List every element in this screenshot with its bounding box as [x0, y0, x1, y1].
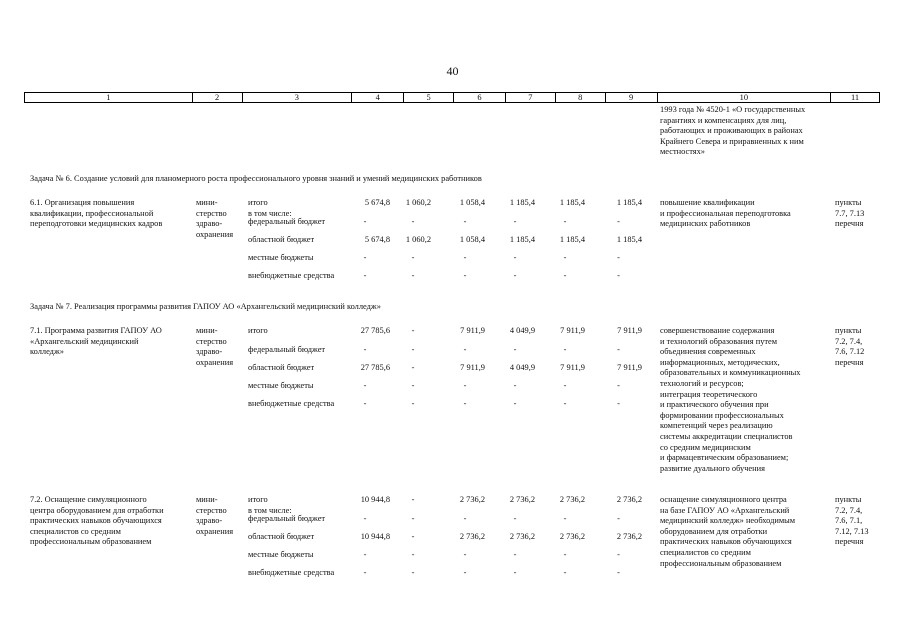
funding-value: -	[617, 550, 620, 559]
header-col-10: 10	[658, 93, 832, 102]
funding-value: -	[363, 253, 367, 262]
continuation-text: гарантиях и компенсациях для лиц,	[660, 115, 787, 125]
funding-value: 1 185,4	[509, 198, 535, 207]
expected-result: и практического обучения при	[660, 400, 769, 410]
measure-name: квалификации, профессиональной	[30, 208, 154, 218]
funding-value: 1 060,2	[405, 198, 431, 207]
funding-value: 2 736,2	[559, 495, 585, 504]
funding-value: -	[463, 568, 467, 577]
funding-value: -	[617, 345, 620, 354]
funding-value: -	[463, 550, 467, 559]
expected-result: и технологий образования путем	[660, 336, 778, 346]
measure-name: колледж»	[30, 347, 64, 357]
header-col-7: 7	[506, 93, 556, 102]
funding-value: 2 736,2	[616, 532, 642, 541]
funding-value: -	[617, 253, 620, 262]
funding-value: 27 785,6	[360, 363, 390, 372]
funding-value: 2 736,2	[509, 532, 535, 541]
funding-value: -	[617, 514, 620, 523]
expected-result: технологий и ресурсов;	[660, 379, 744, 388]
funding-value: -	[617, 381, 620, 390]
funding-value: -	[563, 514, 567, 523]
header-col-6: 6	[454, 93, 506, 102]
funding-value: -	[363, 514, 367, 523]
expected-result: оснащение симуляционного центра	[660, 495, 787, 504]
funding-value: -	[363, 217, 367, 226]
funding-value: -	[563, 381, 567, 390]
reference-points: перечня	[835, 357, 864, 367]
funding-value: -	[411, 363, 415, 372]
reference-points: пункты	[835, 495, 862, 504]
expected-result: и профессиональная переподготовка	[660, 208, 791, 218]
measure-name: 7.2. Оснащение симуляционного	[30, 495, 147, 504]
funding-value: -	[363, 271, 367, 280]
funding-value: -	[513, 550, 517, 559]
funding-source-label: внебюджетные средства	[248, 568, 335, 577]
funding-value: -	[617, 217, 620, 226]
funding-value: -	[363, 550, 367, 559]
funding-value: -	[563, 271, 567, 280]
funding-value: 5 674,8	[364, 235, 390, 244]
funding-value: 2 736,2	[559, 532, 585, 541]
funding-value: 1 058,4	[459, 235, 485, 244]
reference-points: 7.12, 7.13	[835, 526, 869, 536]
funding-value: 1 185,4	[559, 235, 585, 244]
funding-value: 2 736,2	[616, 495, 642, 504]
header-col-5: 5	[404, 93, 454, 102]
funding-value: 7 911,9	[617, 363, 642, 372]
executor-name: здраво-	[196, 516, 223, 526]
reference-points: перечня	[835, 219, 864, 229]
reference-points: пункты	[835, 198, 862, 207]
funding-value: -	[363, 381, 367, 390]
executor-name: стерство	[196, 336, 227, 346]
expected-result: медицинский колледж» необходимым	[660, 516, 796, 526]
expected-result: системы аккредитации специалистов	[660, 432, 793, 441]
reference-points: перечня	[835, 537, 864, 547]
funding-value: -	[411, 495, 415, 504]
funding-source-label: итого	[248, 495, 268, 504]
funding-value: -	[411, 532, 415, 541]
funding-value: -	[411, 514, 415, 523]
funding-source-label: в том числе:	[248, 208, 292, 218]
funding-value: 1 058,4	[459, 198, 485, 207]
funding-value: 5 674,8	[364, 198, 390, 207]
funding-value: -	[513, 381, 517, 390]
measure-name: «Архангельский медицинский	[30, 336, 139, 346]
executor-name: здраво-	[196, 219, 223, 229]
funding-value: 2 736,2	[459, 532, 485, 541]
funding-value: 7 911,9	[460, 326, 485, 335]
executor-name: мини-	[196, 326, 218, 335]
header-col-9: 9	[606, 93, 658, 102]
funding-value: -	[513, 217, 517, 226]
funding-value: -	[463, 514, 467, 523]
expected-result: практических навыков обучающихся	[660, 537, 792, 547]
funding-value: 1 185,4	[616, 198, 642, 207]
funding-value: -	[411, 326, 415, 335]
measure-name: практических навыков обучающихся	[30, 516, 162, 526]
header-col-1: 1	[25, 93, 193, 102]
task-title: Задача № 6. Создание условий для планомерного роста профессионального уровня знаний и умений медицинских работников	[30, 174, 482, 183]
page-number: 40	[446, 64, 459, 78]
funding-value: 7 911,9	[560, 326, 585, 335]
expected-result: формировании профессиональных	[660, 410, 784, 420]
continuation-text: местностях»	[660, 147, 705, 157]
funding-source-label: областной бюджет	[248, 532, 315, 541]
expected-result: повышение квалификации	[660, 198, 755, 207]
funding-value: -	[463, 399, 467, 408]
funding-value: -	[563, 399, 567, 408]
measure-name: 6.1. Организация повышения	[30, 198, 135, 207]
expected-result: интеграция теоретического	[660, 389, 758, 399]
funding-value: -	[411, 217, 415, 226]
funding-source-label: федеральный бюджет	[248, 514, 326, 523]
funding-value: 7 911,9	[617, 326, 642, 335]
expected-result: развитие дуального обучения	[660, 463, 765, 473]
funding-source-label: федеральный бюджет	[248, 345, 326, 354]
funding-value: -	[513, 345, 517, 354]
measure-name: профессиональным образованием	[30, 537, 152, 547]
funding-source-label: областной бюджет	[248, 363, 315, 372]
header-col-2: 2	[193, 93, 243, 102]
funding-value: 27 785,6	[360, 326, 390, 335]
header-col-3: 3	[243, 93, 353, 102]
expected-result: профессиональным образованием	[660, 558, 782, 568]
reference-points: 7.2, 7.4,	[835, 336, 863, 346]
funding-value: -	[463, 253, 467, 262]
funding-value: -	[513, 271, 517, 280]
header-col-4: 4	[352, 93, 404, 102]
funding-value: 1 060,2	[405, 235, 431, 244]
expected-result: совершенствование содержания	[660, 326, 775, 335]
funding-value: 10 944,8	[360, 532, 390, 541]
measure-name: переподготовки медицинских кадров	[30, 219, 163, 229]
funding-source-label: итого	[248, 326, 268, 335]
funding-value: 4 049,9	[509, 326, 535, 335]
executor-name: мини-	[196, 495, 218, 504]
funding-source-label: местные бюджеты	[248, 381, 314, 390]
funding-value: 7 911,9	[560, 363, 585, 372]
measure-name: специалистов со средним	[30, 526, 121, 536]
funding-value: -	[463, 345, 467, 354]
continuation-text: Крайнего Севера и приравненных к ним	[660, 136, 804, 146]
funding-value: -	[513, 399, 517, 408]
funding-value: -	[617, 568, 620, 577]
funding-value: -	[513, 253, 517, 262]
executor-name: охранения	[196, 526, 234, 536]
measure-name: центра оборудованием для отработки	[30, 505, 164, 515]
expected-result: медицинских работников	[660, 219, 751, 229]
funding-source-label: внебюджетные средства	[248, 399, 335, 408]
funding-value: -	[513, 568, 517, 577]
funding-value: -	[411, 271, 415, 280]
funding-value: -	[617, 399, 620, 408]
funding-value: -	[513, 514, 517, 523]
reference-points: пункты	[835, 326, 862, 335]
funding-value: -	[463, 217, 467, 226]
funding-source-label: федеральный бюджет	[248, 217, 326, 226]
executor-name: стерство	[196, 208, 227, 218]
funding-source-label: внебюджетные средства	[248, 271, 335, 280]
funding-value: 1 185,4	[509, 235, 535, 244]
header-col-8: 8	[556, 93, 606, 102]
executor-name: стерство	[196, 505, 227, 515]
funding-source-label: итого	[248, 198, 268, 207]
funding-value: -	[363, 568, 367, 577]
funding-source-label: областной бюджет	[248, 235, 315, 244]
funding-value: -	[563, 253, 567, 262]
continuation-text: 1993 года № 4520-1 «О государственных	[660, 105, 806, 114]
funding-value: -	[463, 271, 467, 280]
task-title: Задача № 7. Реализация программы развития ГАПОУ АО «Архангельский медицинский колледж»	[30, 302, 381, 311]
executor-name: мини-	[196, 198, 218, 207]
executor-name: охранения	[196, 357, 234, 367]
expected-result: со средним медицинским	[660, 442, 751, 452]
funding-source-label: в том числе:	[248, 505, 292, 515]
funding-value: -	[411, 253, 415, 262]
funding-value: -	[363, 345, 367, 354]
executor-name: здраво-	[196, 347, 223, 357]
reference-points: 7.2, 7.4,	[835, 505, 863, 515]
reference-points: 7.6, 7.1,	[835, 516, 863, 526]
funding-value: -	[463, 381, 467, 390]
funding-value: -	[563, 550, 567, 559]
expected-result: информационных, методических,	[660, 357, 780, 367]
funding-value: -	[363, 399, 367, 408]
funding-value: -	[563, 568, 567, 577]
funding-source-label: местные бюджеты	[248, 550, 314, 559]
executor-name: охранения	[196, 229, 234, 239]
funding-value: 10 944,8	[360, 495, 390, 504]
expected-result: оборудованием для отработки	[660, 526, 768, 536]
table-header	[24, 92, 880, 103]
funding-value: -	[563, 345, 567, 354]
funding-value: 2 736,2	[509, 495, 535, 504]
funding-source-label: местные бюджеты	[248, 253, 314, 262]
expected-result: на базе ГАПОУ АО «Архангельский	[660, 505, 790, 515]
funding-value: 4 049,9	[509, 363, 535, 372]
funding-value: 7 911,9	[460, 363, 485, 372]
funding-value: 2 736,2	[459, 495, 485, 504]
funding-value: 1 185,4	[616, 235, 642, 244]
funding-value: -	[411, 550, 415, 559]
reference-points: 7.7, 7.13	[835, 208, 865, 218]
reference-points: 7.6, 7.12	[835, 347, 865, 357]
expected-result: и фармацевтическим образованием;	[660, 453, 789, 463]
expected-result: образовательных и коммуникационных	[660, 368, 801, 378]
funding-value: -	[411, 399, 415, 408]
continuation-text: работающих и проживающих в районах	[660, 126, 803, 136]
measure-name: 7.1. Программа развития ГАПОУ АО	[30, 326, 162, 335]
funding-value: 1 185,4	[559, 198, 585, 207]
funding-value: -	[563, 217, 567, 226]
funding-value: -	[411, 381, 415, 390]
expected-result: объединения современных	[660, 347, 756, 357]
funding-value: -	[411, 345, 415, 354]
funding-value: -	[617, 271, 620, 280]
expected-result: компетенций через реализацию	[660, 421, 773, 431]
expected-result: специалистов со средним	[660, 548, 751, 557]
funding-value: -	[411, 568, 415, 577]
header-col-11: 11	[851, 93, 860, 102]
